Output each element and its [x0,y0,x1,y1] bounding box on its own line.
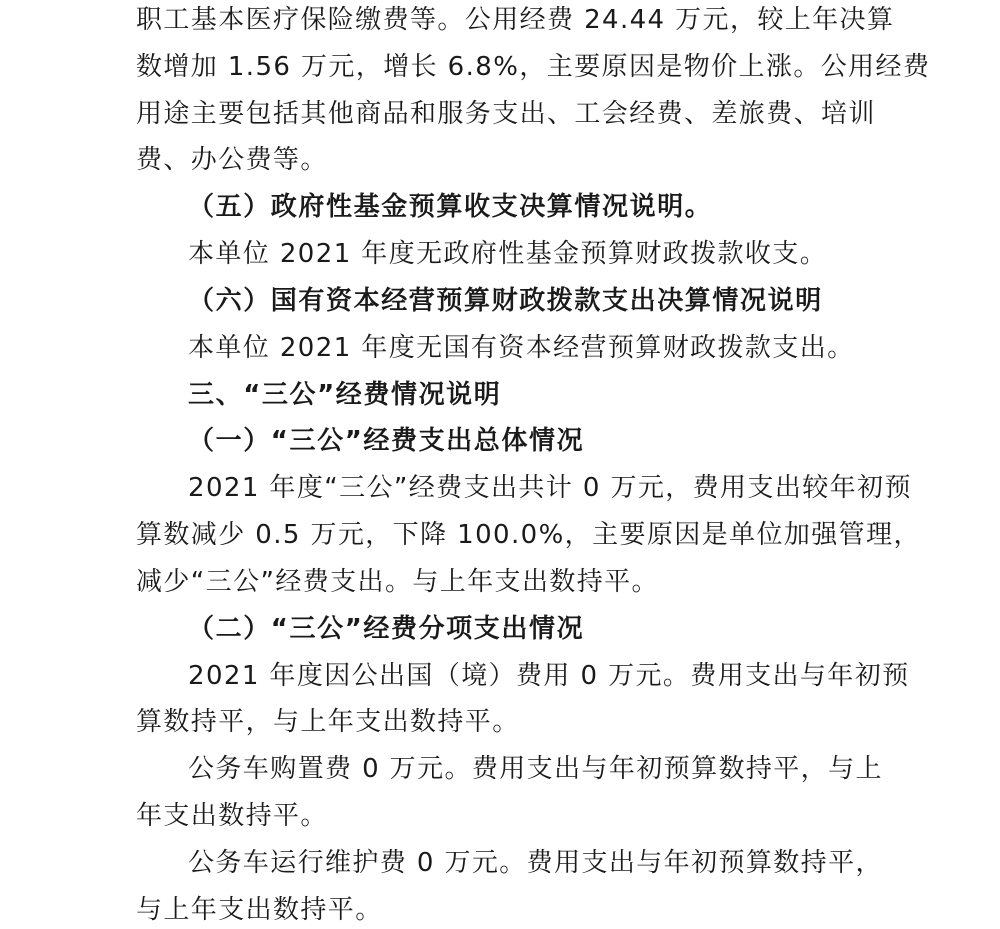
paragraph-line-public-funds-3: 用途主要包括其他商品和服务支出、工会经费、差旅费、培训 [136,99,876,129]
paragraph-line-gov-fund: 本单位 2021 年度无政府性基金预算财政拨款收支。 [188,239,828,269]
paragraph-line-vehicle-maintenance-2: 与上年支出数持平。 [136,895,383,925]
paragraph-line-abroad-2: 算数持平，与上年支出数持平。 [136,707,520,737]
paragraph-line-overall-1: 2021 年度“三公”经费支出共计 0 万元，费用支出较年初预 [188,473,912,503]
paragraph-line-overall-2: 算数减少 0.5 万元，下降 100.0%，主要原因是单位加强管理， [136,520,921,550]
paragraph-line-public-funds-1: 职工基本医疗保险缴费等。公用经费 24.44 万元，较上年决算 [136,5,895,35]
paragraph-line-vehicle-maintenance-1: 公务车运行维护费 0 万元。费用支出与年初预算数持平， [188,848,883,878]
paragraph-line-public-funds-4: 费、办公费等。 [136,145,328,175]
section-heading-6: （六）国有资本经营预算财政拨款支出决算情况说明 [188,286,823,316]
paragraph-line-vehicle-purchase-1: 公务车购置费 0 万元。费用支出与年初预算数持平，与上 [188,754,883,784]
subsection-heading-1: （一）“三公”经费支出总体情况 [188,426,585,456]
paragraph-line-state-capital: 本单位 2021 年度无国有资本经营预算财政拨款支出。 [188,333,855,363]
paragraph-line-public-funds-2: 数增加 1.56 万元，增长 6.8%，主要原因是物价上涨。公用经费 [136,52,931,82]
subsection-heading-2: （二）“三公”经费分项支出情况 [188,614,585,644]
paragraph-line-abroad-1: 2021 年度因公出国（境）费用 0 万元。费用支出与年初预 [188,661,910,691]
chapter-heading-3: 三、“三公”经费情况说明 [188,380,502,410]
paragraph-line-vehicle-purchase-2: 年支出数持平。 [136,801,328,831]
section-heading-5: （五）政府性基金预算收支决算情况说明。 [188,192,713,222]
paragraph-line-overall-3: 减少“三公”经费支出。与上年支出数持平。 [136,567,659,597]
